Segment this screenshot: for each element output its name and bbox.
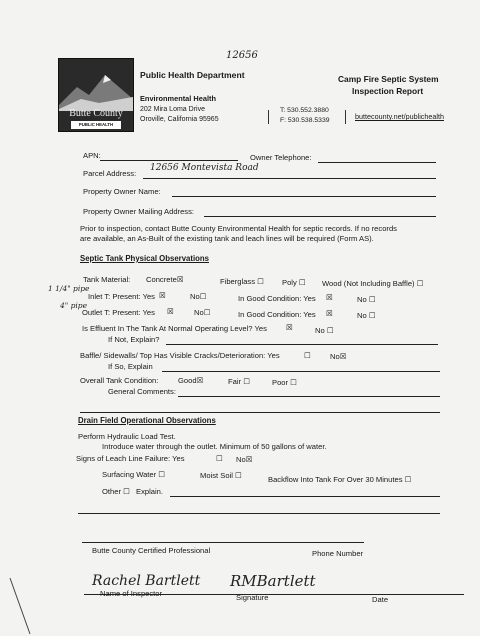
wood-option[interactable] [322,280,424,288]
website-link[interactable]: buttecounty.net/publichealth [355,112,444,121]
inlet-no-label: No [190,292,200,301]
phone-number: T: 530.552.3880 [280,107,329,114]
good-label: Good [178,376,197,385]
address-line-2: Oroville, California 95965 [140,116,219,123]
concrete-label: Concrete [146,275,177,284]
leach-no-checkbox-checked[interactable]: ☒ [245,455,253,464]
outlet-no-checkbox[interactable]: ☐ [203,308,211,317]
inlet-good-no-label: No [357,295,367,304]
name-of-inspector-label: Name of Inspector [100,589,163,598]
general-comments-field-2[interactable] [80,412,440,413]
if-not-explain-field[interactable] [166,344,438,345]
outlet-good-no-checkbox[interactable]: ☐ [368,311,376,320]
overall-condition-label: Overall Tank Condition: [80,376,159,385]
logo-subtext: PUBLIC HEALTH [71,121,121,129]
other-checkbox[interactable]: ☐ [123,487,130,496]
poor-checkbox[interactable]: ☐ [290,378,297,387]
apn-field[interactable] [100,160,238,161]
report-title-line-2: Inspection Report [352,86,424,96]
concrete-option[interactable] [146,276,184,284]
outlet-good-no-option[interactable] [357,312,376,320]
other-option[interactable] [102,488,130,496]
moist-soil-label: Moist Soil [200,471,233,480]
poor-option[interactable] [272,379,297,387]
moist-soil-option[interactable] [200,472,242,480]
introduce-water-label: Introduce water through the outlet. Minimum of 50 gallons of water. [102,442,327,451]
inlet-good-no-checkbox[interactable]: ☐ [368,295,376,304]
outlet-no-option[interactable] [194,309,211,317]
inlet-good-yes-checkbox-checked[interactable]: ☒ [326,293,333,302]
inlet-handwritten-note: 1 1/4" pipe [48,284,90,293]
poor-label: Poor [272,378,289,387]
leach-failure-label: Signs of Leach Line Failure: Yes [76,454,185,463]
fair-option[interactable] [228,378,250,386]
inlet-good-no-option[interactable] [357,296,376,304]
poly-checkbox[interactable]: ☐ [298,278,306,287]
general-comments-label: General Comments: [108,387,176,396]
poly-option[interactable] [282,279,306,287]
inspector-name-handwritten: Rachel Bartlett [92,573,201,589]
outlet-good-yes-checkbox-checked[interactable]: ☒ [326,309,333,318]
good-option[interactable] [178,377,203,385]
baffle-yes-checkbox[interactable]: ☐ [304,351,311,360]
other-label: Other [102,487,121,496]
parcel-address-field[interactable] [143,178,436,179]
outlet-present-label: Outlet T: Present: Yes [82,308,155,317]
effluent-no-checkbox[interactable]: ☐ [326,326,334,335]
division-name: Environmental Health [140,94,216,103]
intro-line-1: Prior to inspection, contact Butte County Environmental Health for septic records. If no records [80,224,397,233]
leach-yes-checkbox[interactable]: ☐ [216,454,223,463]
effluent-label: Is Effluent In The Tank At Normal Operating Level? Yes [82,324,267,333]
parcel-address-label: Parcel Address: [83,169,137,178]
backflow-checkbox[interactable]: ☐ [404,475,412,484]
inlet-no-checkbox[interactable]: ☐ [199,292,207,301]
good-checkbox-checked[interactable]: ☒ [196,376,204,385]
moist-soil-checkbox[interactable]: ☐ [235,471,242,480]
septic-section-heading: Septic Tank Physical Observations [80,254,209,263]
owner-telephone-label: Owner Telephone: [250,153,312,162]
certified-professional-label: Butte County Certified Professional [92,546,211,555]
effluent-yes-checkbox-checked[interactable]: ☒ [286,323,293,332]
general-comments-field-1[interactable] [178,396,440,397]
if-so-explain-label: If So, Explain [108,362,153,371]
hydraulic-load-label: Perform Hydraulic Load Test. [78,432,176,441]
inlet-good-condition-label: In Good Condition: Yes [238,294,316,303]
tank-material-label: Tank Material: [83,275,131,284]
outlet-yes-checkbox-checked[interactable]: ☒ [167,307,174,316]
backflow-option[interactable] [268,476,411,484]
address-line-1: 202 Mira Loma Drive [140,106,205,113]
owner-mailing-field[interactable] [204,216,436,217]
apn-label: APN: [83,151,101,160]
scan-artifact [0,576,40,636]
backflow-label: Backflow Into Tank For Over 30 Minutes [268,475,403,484]
signature-handwritten: RMBartlett [230,572,316,590]
parcel-address-value: 12656 Montevista Road [150,163,259,173]
fax-number: F: 530.538.5339 [280,117,330,124]
report-title-line-1: Camp Fire Septic System [338,74,439,84]
poly-label: Poly [282,278,297,287]
signature-label: Signature [236,593,269,602]
concrete-checkbox-checked[interactable]: ☒ [176,275,184,284]
wood-checkbox[interactable]: ☐ [416,279,424,288]
surfacing-checkbox[interactable]: ☐ [158,470,166,479]
outlet-no-label: No [194,308,204,317]
baffle-no-label: No [330,352,340,361]
baffle-no-option[interactable] [330,353,347,361]
phone-number-label: Phone Number [312,549,364,558]
baffle-no-checkbox-checked[interactable]: ☒ [339,352,347,361]
fiberglass-label: Fiberglass [220,277,256,286]
baffle-label: Baffle/ Sidewalls/ Top Has Visible Cracks/Deterioration: Yes [80,351,280,360]
surfacing-option[interactable] [102,471,165,479]
owner-name-field[interactable] [172,196,436,197]
owner-telephone-field[interactable] [318,162,436,163]
outlet-handwritten-note: 4" pipe [60,301,88,310]
if-so-explain-field[interactable] [162,371,440,372]
inlet-yes-checkbox-checked[interactable]: ☒ [159,291,166,300]
outlet-good-condition-label: In Good Condition: Yes [238,310,316,319]
outlet-good-no-label: No [357,311,367,320]
drain-section-heading: Drain Field Operational Observations [78,416,216,425]
header-divider-1 [268,110,269,124]
logo-text: Butte County [69,108,123,119]
intro-line-2: are available, an As-Built of the existing tank and leach lines will be required (Form AS). [80,234,374,243]
owner-mailing-label: Property Owner Mailing Address: [83,207,194,216]
explain-label: Explain. [136,487,164,496]
leach-no-label: No [236,455,246,464]
fiberglass-option[interactable] [220,278,264,286]
owner-name-label: Property Owner Name: [83,187,161,196]
fiberglass-checkbox[interactable]: ☐ [257,277,264,286]
inlet-no-option[interactable] [190,293,207,301]
effluent-no-label: No [315,326,325,335]
certified-professional-line [82,542,364,543]
other-explain-field[interactable] [170,496,440,497]
header-divider-2 [345,110,346,124]
date-label: Date [372,595,389,604]
wood-label: Wood (Not Including Baffle) [322,279,415,288]
other-explain-field-2[interactable] [78,513,440,514]
butte-county-logo [58,58,134,132]
fair-checkbox[interactable]: ☐ [243,377,251,386]
fair-label: Fair [228,377,242,386]
department-name: Public Health Department [140,70,245,80]
surfacing-label: Surfacing Water [102,470,157,479]
inlet-present-label: Inlet T: Present: Yes [88,292,155,301]
leach-no-option[interactable] [236,456,253,464]
effluent-no-option[interactable] [315,327,334,335]
if-not-explain-label: If Not, Explain? [108,335,160,344]
handwritten-page-number: 12656 [226,50,258,61]
